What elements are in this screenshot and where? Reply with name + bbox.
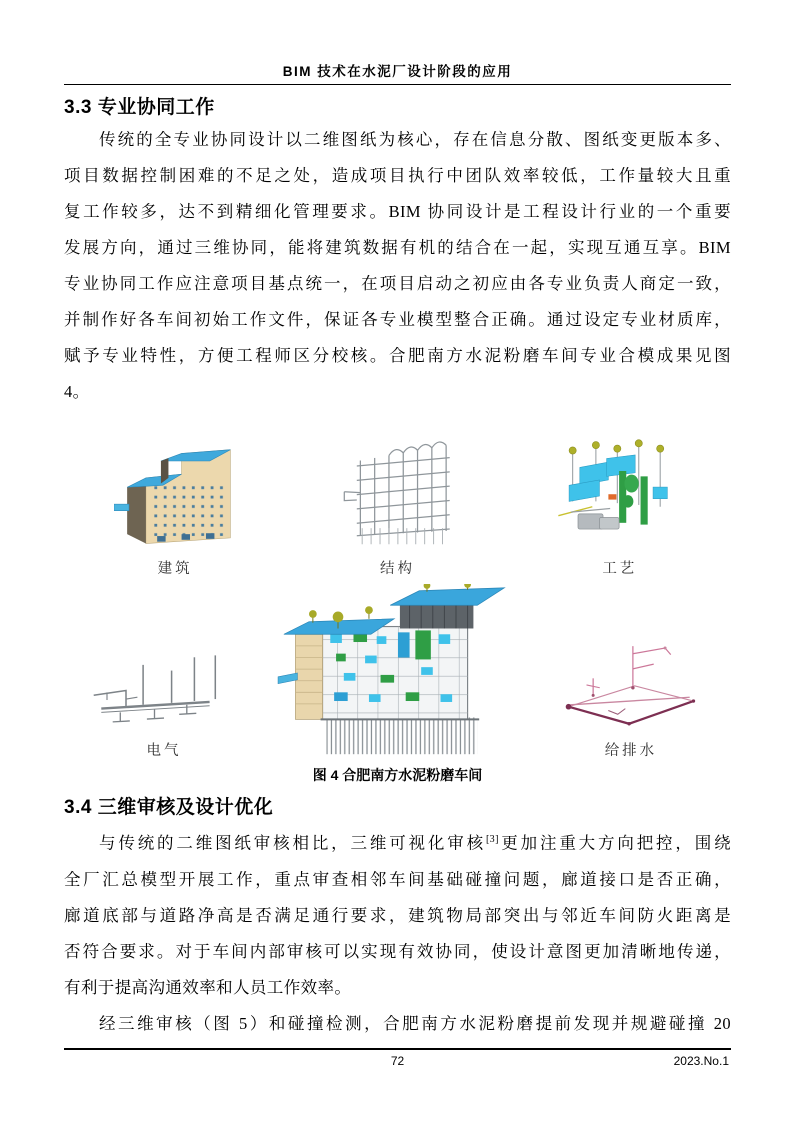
figure-label: 工艺 [602,561,638,577]
figure-row-1 [64,422,731,578]
text-line: 发展方向，通过三维协同，能将建筑数据有机的结合在一起，实现互通互享。BIM [64,238,731,257]
combined-model-image [275,584,519,760]
figure-cell-process [509,422,731,578]
text-line: 否符合要求。对于车间内部审核可以实现有效协同，使设计意图更加清晰地传递， [64,941,731,961]
paragraph-3 [64,1006,731,1042]
figure-4-caption: 图 4 合肥南方水泥粉磨车间 [312,767,483,783]
figure-cell-electrical [64,582,264,760]
figure-label: 结构 [379,561,415,577]
text-segment: 更加注重大方向把控，围绕 [498,833,731,853]
paragraph-2 [64,822,731,1006]
section-heading-3-4: 3.4 三维审核及设计优化 [64,797,274,818]
text-line: 4。 [64,382,90,401]
text-line: 有利于提高沟通效率和人员工作效率。 [64,977,352,997]
figure-label: 电气 [146,743,182,759]
page-number: 72 [390,1054,405,1068]
figure-cell-architecture [64,422,286,578]
figure-row-2 [64,582,731,760]
process-model-image [553,429,687,555]
citation-ref: [3] [485,834,499,845]
architecture-model-image [114,427,236,555]
figure-label: 建筑 [157,561,193,577]
text-segment: 与传统的二维图纸审核相比，三维可视化审核 [99,833,486,853]
text-line: 廊道底部与道路净高是否满足通行要求，建筑物局部突出与邻近车间防火距离是 [64,905,731,925]
figure-label: 给排水 [604,743,658,759]
text-line [64,822,731,862]
figure-cell-plumbing [531,582,731,760]
footer-rule [64,1048,731,1050]
footer-row [64,1054,731,1068]
figure-cell-structure [286,422,508,578]
page-content [64,0,731,1042]
figure-4 [64,422,731,785]
page-footer [64,1048,731,1068]
figure-cell-combined-model [264,582,531,760]
section-heading-3-3: 3.3 专业协同工作 [64,97,215,118]
text-line: 传统的全专业协同设计以二维图纸为核心，存在信息分散、图纸变更版本多、 [99,130,731,149]
paragraph-1 [64,122,731,410]
plumbing-model-image [555,631,707,737]
electrical-model-image [88,645,240,737]
text-line: 赋予专业特性，方便工程师区分校核。合肥南方水泥粉磨车间专业合模成果见图 [64,346,731,365]
running-header: BIM 技术在水泥厂设计阶段的应用 [282,64,513,79]
text-line: 并制作好各车间初始工作文件，保证各专业模型整合正确。通过设定专业材质库， [64,310,731,329]
text-line: 经三维审核（图 5）和碰撞检测，合肥南方水泥粉磨提前发现并规避碰撞 20 [99,1013,731,1033]
text-line: 项目数据控制困难的不足之处，造成项目执行中团队效率较低，工作量较大且重 [64,166,731,185]
structure-model-image [330,429,464,555]
text-line: 专业协同工作应注意项目基点统一，在项目启动之初应由各专业负责人商定一致， [64,274,731,293]
text-line: 复工作较多，达不到精细化管理要求。BIM 协同设计是工程设计行业的一个重要 [64,202,731,221]
text-line: 全厂汇总模型开展工作，重点审查相邻车间基础碰撞问题，廊道接口是否正确， [64,869,731,889]
issue-label: 2023.No.1 [673,1054,729,1068]
header-rule [64,84,731,85]
